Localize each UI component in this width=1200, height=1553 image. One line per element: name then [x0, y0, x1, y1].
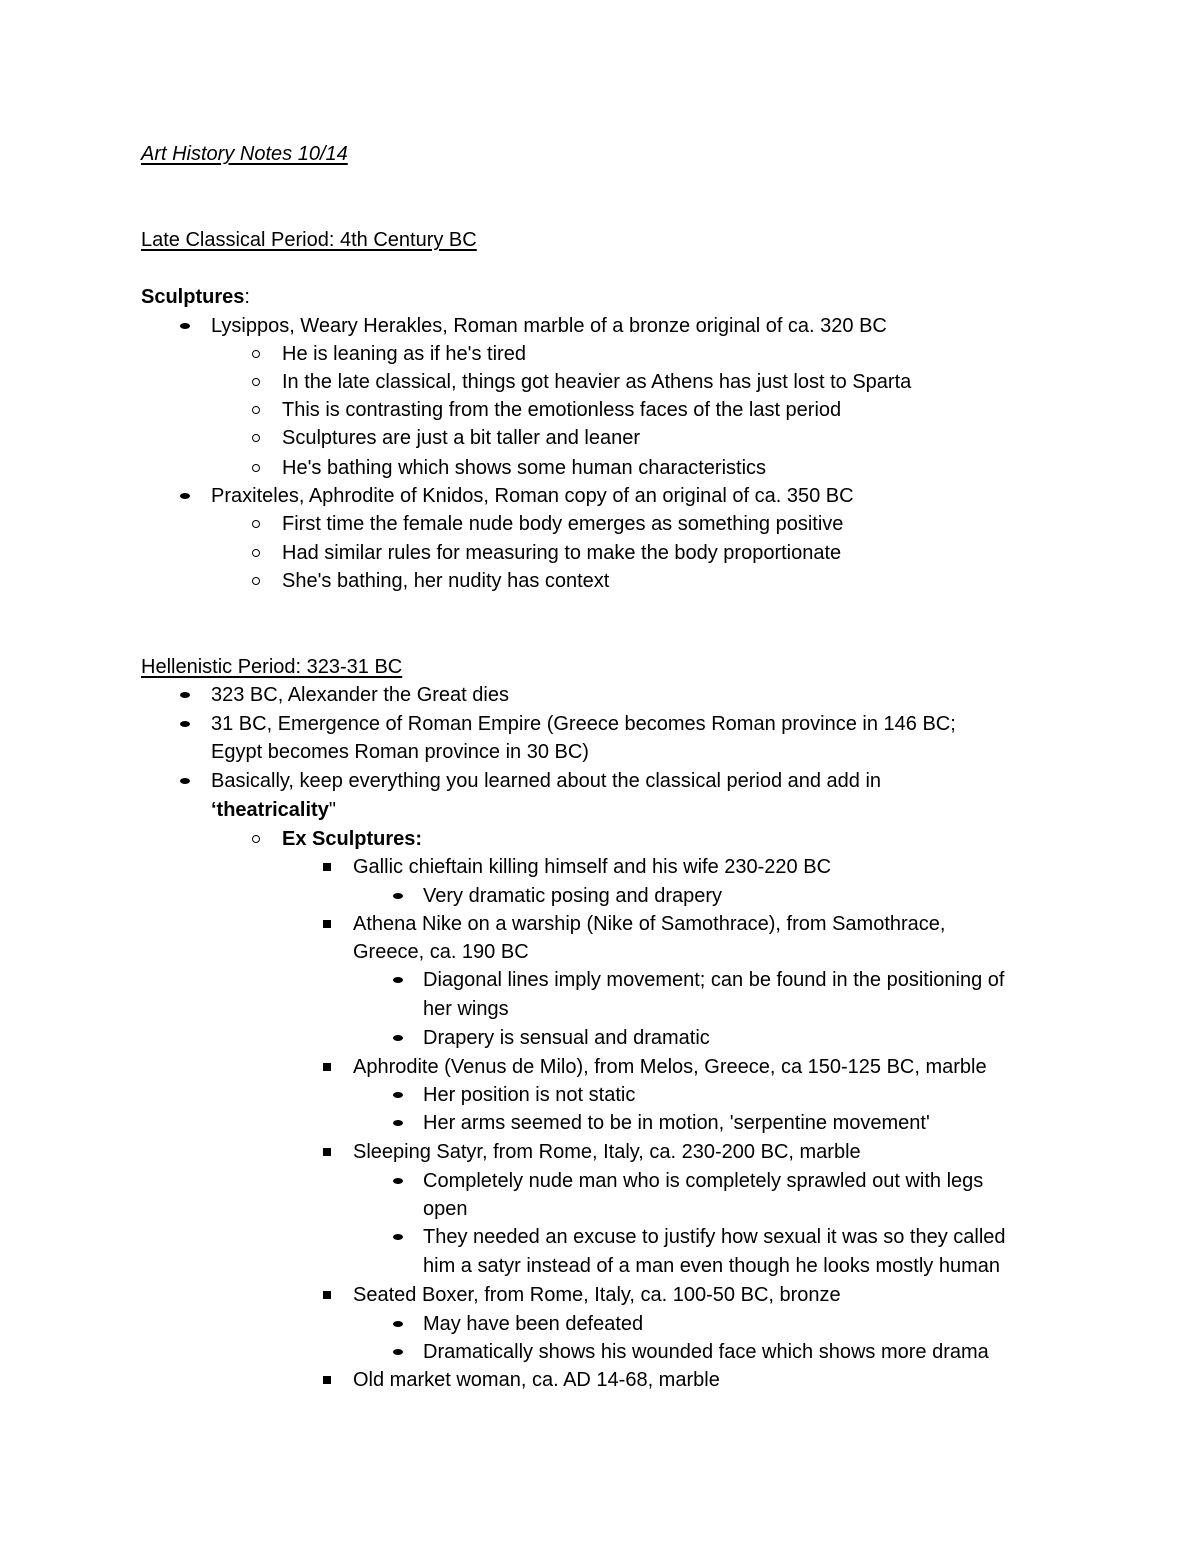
- list-item-text: Completely nude man who is completely sprawled out with legs: [423, 1170, 984, 1192]
- list-item-text: Diagonal lines imply movement; can be found in the positioning of: [423, 969, 1005, 991]
- list-item-continuation: [0, 1252, 1200, 1280]
- list-item-text: Praxiteles, Aphrodite of Knidos, Roman copy of an original of ca. 350 BC: [211, 485, 854, 507]
- list-item: [0, 396, 1200, 424]
- theatricality-quote: ": [328, 799, 336, 821]
- list-item: [0, 1281, 1200, 1309]
- list-item-text: She's bathing, her nudity has context: [282, 570, 610, 592]
- list-item-text: He's bathing which shows some human characteristics: [282, 457, 767, 479]
- list-item: [0, 482, 1200, 510]
- list-item: [0, 510, 1200, 538]
- list-item-text: Dramatically shows his wounded face which shows more drama: [423, 1341, 989, 1363]
- list-item-text: This is contrasting from the emotionless faces of the last period: [282, 399, 842, 421]
- list-item-text: Aphrodite (Venus de Milo), from Melos, Greece, ca 150-125 BC, marble: [353, 1056, 987, 1078]
- list-item-text: He is leaning as if he's tired: [282, 343, 526, 365]
- list-item: [0, 1167, 1200, 1195]
- sculptures-label-colon: :: [244, 286, 250, 308]
- list-item-text: May have been defeated: [423, 1313, 644, 1335]
- list-item-text: Drapery is sensual and dramatic: [423, 1027, 710, 1049]
- list-item-text: 31 BC, Emergence of Roman Empire (Greece becomes Roman province in 146 BC;: [211, 713, 956, 735]
- list-item-text: Seated Boxer, from Rome, Italy, ca. 100-50 BC, bronze: [353, 1284, 841, 1306]
- list-item: [0, 767, 1200, 795]
- list-item: [0, 1338, 1200, 1366]
- list-item: [0, 681, 1200, 709]
- list-item: [0, 1109, 1200, 1137]
- document-title-line: [0, 140, 1200, 168]
- list-item: [0, 567, 1200, 595]
- list-item-continuation: [0, 995, 1200, 1023]
- ex-sculptures-label: Ex Sculptures:: [282, 828, 423, 850]
- list-item: [0, 1310, 1200, 1338]
- list-item-text: Sculptures are just a bit taller and leaner: [282, 427, 640, 449]
- list-item: [0, 825, 1200, 853]
- list-item: [0, 454, 1200, 482]
- section-heading-late-classical: Late Classical Period: 4th Century BC: [141, 229, 477, 251]
- theatricality-text: [211, 796, 336, 824]
- list-item: [0, 1024, 1200, 1052]
- list-item: [0, 1053, 1200, 1081]
- list-item-text: Her arms seemed to be in motion, 'serpentine movement': [423, 1112, 930, 1134]
- list-item: [0, 853, 1200, 881]
- list-item-text: Had similar rules for measuring to make the body proportionate: [282, 542, 842, 564]
- sculptures-label-line: [0, 283, 1200, 311]
- list-item-text: In the late classical, things got heavier as Athens has just lost to Sparta: [282, 371, 912, 393]
- list-item-text: They needed an excuse to justify how sexual it was so they called: [423, 1226, 1006, 1248]
- list-item-text: First time the female nude body emerges as something positive: [282, 513, 844, 535]
- list-item: [0, 1223, 1200, 1251]
- list-item: [0, 1138, 1200, 1166]
- list-item: [0, 910, 1200, 938]
- list-item: [0, 882, 1200, 910]
- list-item-text: Athena Nike on a warship (Nike of Samothrace), from Samothrace,: [353, 913, 946, 935]
- list-item-continuation: [0, 738, 1200, 766]
- list-item-text: him a satyr instead of a man even though he looks mostly human: [423, 1255, 1000, 1277]
- list-item-text: open: [423, 1198, 468, 1220]
- list-item-text: her wings: [423, 998, 509, 1020]
- list-item-text: Basically, keep everything you learned about the classical period and add in: [211, 770, 882, 792]
- list-item: [0, 368, 1200, 396]
- list-item: [0, 1081, 1200, 1109]
- list-item-continuation: [0, 938, 1200, 966]
- list-item-text: 323 BC, Alexander the Great dies: [211, 684, 509, 706]
- list-item-text: Very dramatic posing and drapery: [423, 885, 723, 907]
- list-item: [0, 539, 1200, 567]
- list-item-text: Her position is not static: [423, 1084, 636, 1106]
- list-item-text: Sleeping Satyr, from Rome, Italy, ca. 230-200 BC, marble: [353, 1141, 861, 1163]
- list-item-text: Gallic chieftain killing himself and his wife 230-220 BC: [353, 856, 832, 878]
- list-item: [0, 424, 1200, 452]
- list-item-continuation: [0, 1195, 1200, 1223]
- section-heading-hellenistic: Hellenistic Period: 323-31 BC: [141, 656, 403, 678]
- list-item: [0, 340, 1200, 368]
- list-item-text: Greece, ca. 190 BC: [353, 941, 529, 963]
- list-item: [0, 1366, 1200, 1394]
- document-title: Art History Notes 10/14: [141, 143, 348, 165]
- section-heading-line: [0, 653, 1200, 681]
- sculptures-label-bold: Sculptures: [141, 286, 245, 308]
- theatricality-bold: ‘theatricality: [211, 799, 329, 821]
- list-item: [0, 966, 1200, 994]
- sculptures-label: [141, 283, 250, 311]
- list-item: [0, 710, 1200, 738]
- list-item: [0, 312, 1200, 340]
- section-heading-line: [0, 226, 1200, 254]
- list-item-text: Lysippos, Weary Herakles, Roman marble of a bronze original of ca. 320 BC: [211, 315, 887, 337]
- list-item-text: Old market woman, ca. AD 14-68, marble: [353, 1369, 720, 1391]
- list-item-text: Egypt becomes Roman province in 30 BC): [211, 741, 589, 763]
- list-item-continuation: [0, 796, 1200, 824]
